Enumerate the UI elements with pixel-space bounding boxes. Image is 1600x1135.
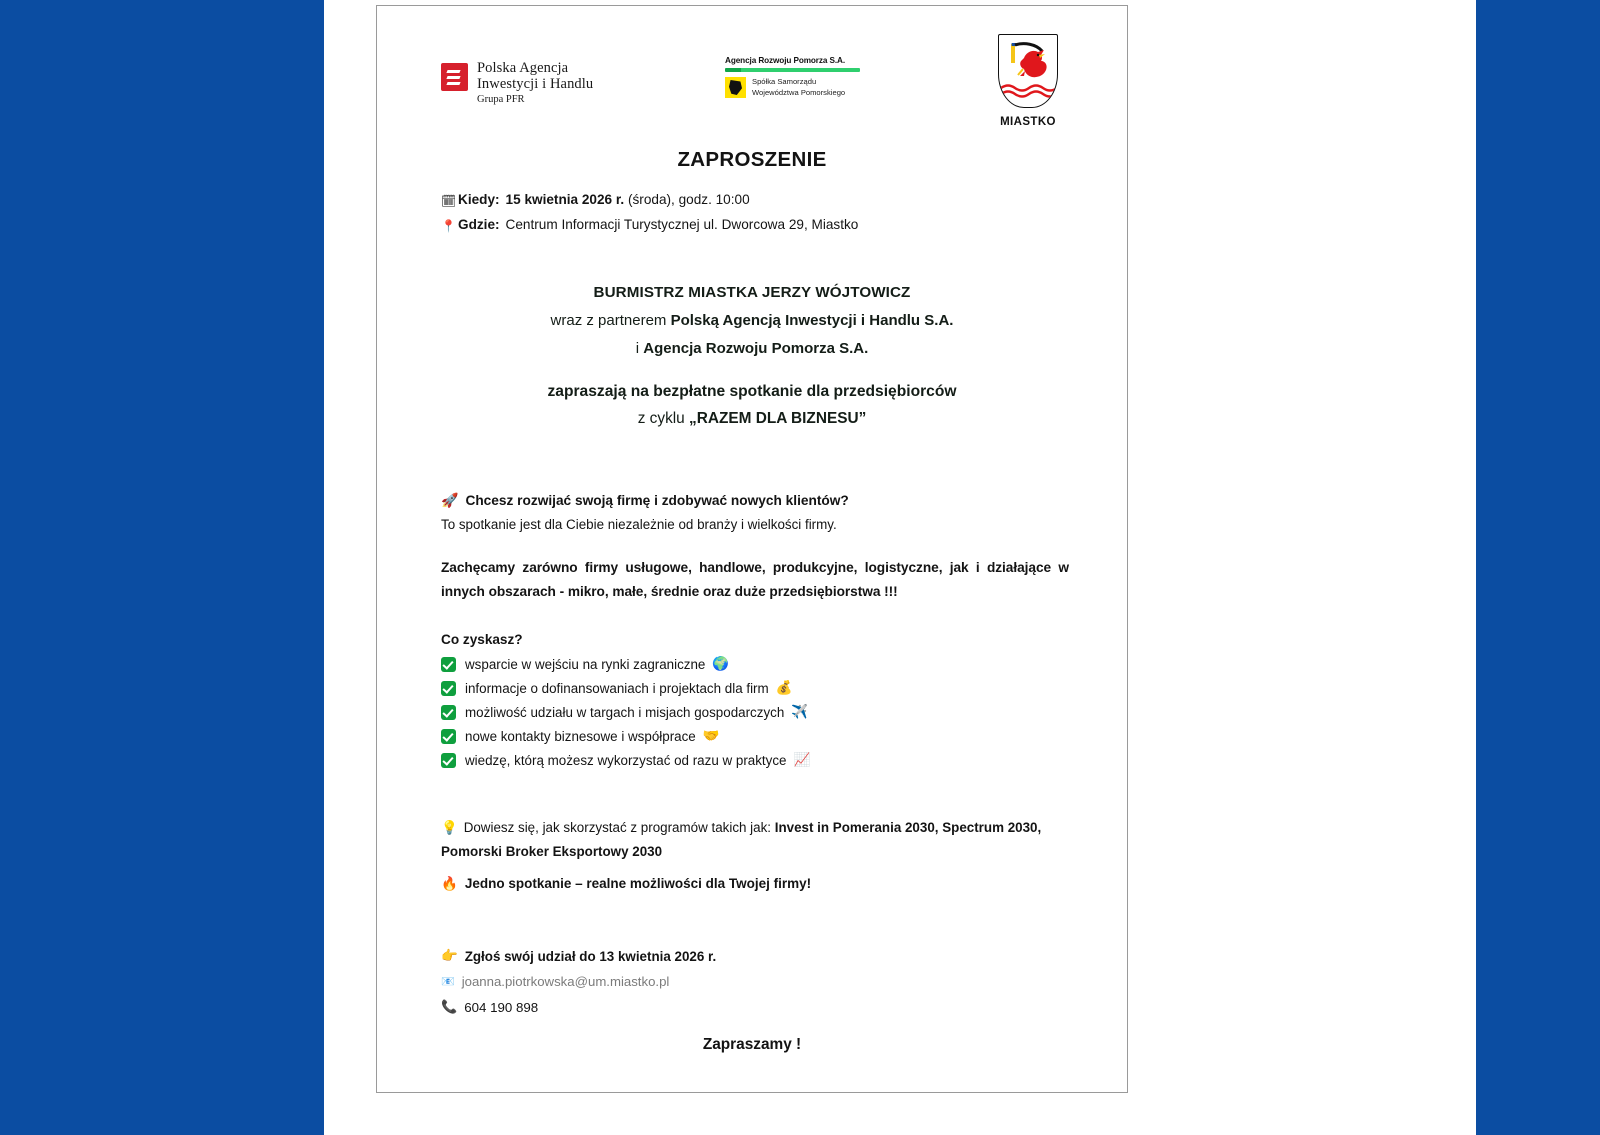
meta-when-date: 15 kwietnia 2026 r.: [505, 192, 625, 207]
lightbulb-icon: 💡: [441, 820, 458, 835]
benefit-text: informacje o dofinansowaniach i projektach dla firm: [465, 680, 769, 696]
list-item: [441, 680, 1069, 696]
registration-cta-row: [441, 948, 1069, 964]
meta-where-value: Centrum Informacji Turystycznej ul. Dworcowa 29, Miastko: [505, 217, 859, 233]
airplane-icon: ✈️: [791, 704, 809, 719]
check-box-icon: [441, 729, 456, 744]
fire-line: [441, 876, 1069, 892]
programs-paragraph: [441, 816, 1069, 864]
registration-section: [441, 948, 1069, 1015]
paih-logo: [441, 60, 593, 106]
document-viewer: [324, 0, 1476, 1135]
partner-line-2-plain: i: [635, 340, 644, 357]
list-item: [441, 752, 1069, 768]
contact-email[interactable]: joanna.piotrkowska@um.miastko.pl: [461, 974, 670, 989]
benefit-text: wsparcie w wejściu na rynki zagraniczne: [465, 656, 706, 672]
phone-icon: 📞: [441, 999, 458, 1014]
check-box-icon: [441, 681, 456, 696]
series-line-plain: z cyklu: [637, 410, 690, 427]
arp-logo: [725, 56, 860, 98]
miastko-logo: [973, 34, 1083, 128]
hook-headline: Chcesz rozwijać swoją firmę i zdobywać nowych klientów?: [465, 493, 849, 508]
arp-logo-bar: [725, 68, 860, 72]
document-page: [376, 5, 1128, 1093]
hook-section: [441, 492, 1069, 532]
check-box-icon: [441, 753, 456, 768]
email-icon: 📧: [441, 976, 455, 988]
partner-line-2-bold: Agencja Rozwoju Pomorza S.A.: [643, 340, 869, 357]
meta-when: [441, 191, 1081, 209]
series-line: [377, 410, 1127, 428]
partner-line-2: [377, 340, 1127, 357]
list-item: [441, 656, 1069, 672]
contact-phone-row[interactable]: [441, 999, 1069, 1015]
encourage-paragraph: Zachęcamy zarówno firmy usługowe, handlowe, produkcyjne, logistyczne, jak i działające w innych obszarach - mikro, małe, średnie oraz duże przedsiębiorstwa !!!: [441, 560, 1069, 599]
miastko-logo-label: MIASTKO: [1000, 116, 1056, 128]
hook-headline-row: [441, 492, 1069, 509]
benefit-text: nowe kontakty biznesowe i współprace: [465, 728, 696, 744]
meta-where: [441, 216, 1081, 234]
globe-icon: 🌍: [712, 656, 730, 671]
check-box-icon: [441, 705, 456, 720]
invite-line: zapraszają na bezpłatne spotkanie dla przedsiębiorców: [547, 383, 957, 400]
contact-phone[interactable]: 604 190 898: [464, 999, 539, 1015]
list-item: [441, 704, 1069, 720]
benefit-text: wiedzę, którą możesz wykorzystać od razu w praktyce: [465, 752, 787, 768]
partner-line-1: [377, 312, 1127, 329]
arp-logo-sub2: Województwa Pomorskiego: [752, 87, 846, 97]
rocket-icon: 🚀: [441, 492, 459, 508]
paih-logo-icon: [441, 63, 468, 91]
paih-logo-line3: Grupa PFR: [477, 94, 525, 106]
registration-cta: Zgłoś swój udział do 13 kwietnia 2026 r.: [464, 948, 717, 964]
pomorskie-griffin-icon: [725, 77, 746, 98]
paih-logo-line1: Polska Agencja: [477, 60, 569, 76]
arp-logo-sub1: Spółka Samorządu: [752, 77, 817, 87]
series-line-bold: „RAZEM DLA BIZNESU”: [689, 410, 867, 427]
fire-icon: 🔥: [441, 876, 458, 891]
logo-row: [377, 30, 1127, 140]
benefits-section: [441, 632, 1069, 776]
hook-subline: To spotkanie jest dla Ciebie niezależnie od branży i wielkości firmy.: [441, 517, 837, 532]
benefits-heading: Co zyskasz?: [441, 632, 523, 647]
meta-where-label: Gdzie:: [458, 217, 500, 233]
chart-increasing-icon: 📈: [793, 752, 811, 767]
calendar-icon: 🗓: [441, 194, 457, 208]
benefit-text: możliwość udziału w targach i misjach gospodarczych: [465, 704, 785, 720]
meta-when-label: Kiedy:: [458, 192, 500, 207]
partner-line-1-plain: wraz z partnerem: [550, 312, 671, 329]
mayor-line: BURMISTRZ MIASTKA JERZY WÓJTOWICZ: [593, 284, 911, 301]
partner-line-1-bold: Polską Agencją Inwestycji i Handlu S.A.: [670, 312, 954, 329]
griffin-icon: [1015, 45, 1049, 81]
money-bag-icon: 💰: [775, 680, 793, 695]
page-title: ZAPROSZENIE: [677, 148, 827, 171]
contact-email-row[interactable]: [441, 974, 1069, 989]
pointing-right-icon: 👉: [441, 948, 458, 963]
check-box-icon: [441, 657, 456, 672]
paih-logo-line2: Inwestycji i Handlu: [477, 76, 594, 93]
closing-line: Zapraszamy !: [702, 1036, 802, 1053]
meta-when-time: (środa), godz. 10:00: [627, 192, 750, 207]
programs-list: Invest in Pomerania 2030, Spectrum 2030, Pomorski Broker Eksportowy 2030: [441, 820, 1042, 859]
fire-line-text: Jedno spotkanie – realne możliwości dla Twojej firmy!: [464, 876, 812, 891]
arp-logo-title: Agencja Rozwoju Pomorza S.A.: [725, 56, 846, 65]
handshake-icon: 🤝: [702, 728, 720, 743]
miastko-coat-of-arms-icon: [998, 34, 1058, 108]
location-pin-icon: 📍: [441, 219, 456, 234]
event-meta: [441, 191, 1081, 242]
waves-icon: [999, 83, 1057, 99]
programs-lead: Dowiesz się, jak skorzystać z programów takich jak:: [463, 820, 775, 835]
invitation-body: [377, 284, 1127, 428]
list-item: [441, 728, 1069, 744]
